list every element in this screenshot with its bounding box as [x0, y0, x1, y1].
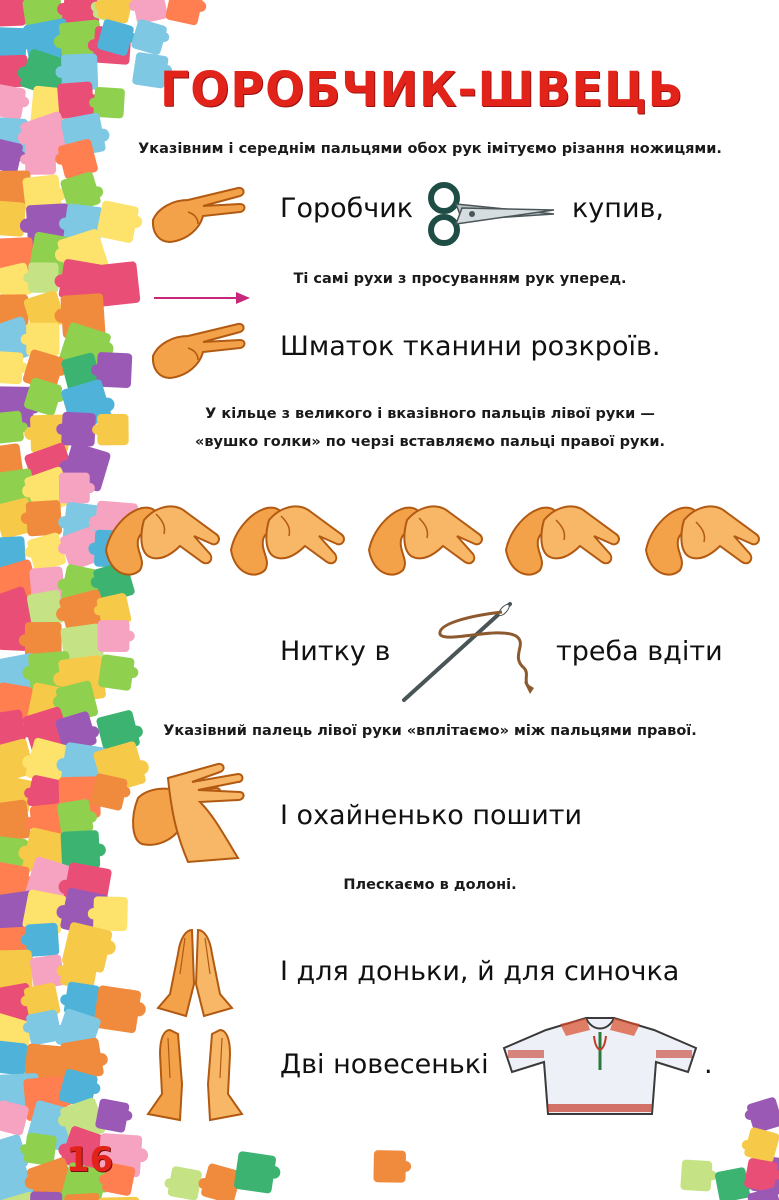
verse-5-line-1: І для доньки, й для синочка [280, 956, 680, 987]
verse-5-line-2-part-1: Дві новесенькі [280, 1049, 489, 1080]
verse-3-part-2: треба вдіти [556, 636, 723, 667]
verse-4: І охайненько пошити [280, 800, 583, 831]
instruction-5: Плескаємо в долоні. [343, 877, 517, 893]
interlaced-fingers-hands-icon [128, 758, 268, 868]
needle-icon [398, 596, 548, 706]
needle-eye-hands-icon [363, 490, 488, 582]
instruction-1: Указівним і середнім пальцями обох рук імітуємо різання ножицями. [138, 141, 722, 157]
verse-1-part-1: Горобчик [280, 193, 414, 224]
scissors-icon [426, 180, 561, 248]
needle-eye-hands-icon [225, 490, 350, 582]
instruction-3-line-1: У кільце з великого і вказівного пальців лівої руки — [205, 406, 655, 422]
clapping-palms-open-icon [140, 1024, 250, 1124]
verse-3-part-1: Нитку в [280, 636, 391, 667]
instruction-3-line-2: «вушко голки» по черзі вставляємо пальці правої руки. [194, 434, 666, 450]
hand-scissors-gesture-icon [148, 314, 248, 384]
embroidered-shirt-icon [500, 1010, 700, 1120]
needle-eye-hands-icon [100, 490, 225, 582]
page-title: ГОРОБЧИК-ШВЕЦЬ [160, 60, 684, 118]
hand-scissors-gesture-icon [148, 178, 248, 248]
verse-2: Шматок тканини розкроїв. [280, 331, 661, 362]
instruction-4: Указівний палець лівої руки «вплітаємо» між пальцями правої. [163, 723, 697, 739]
needle-eye-hands-icon [640, 490, 765, 582]
instruction-2: Ті самі рухи з просуванням рук уперед. [293, 271, 627, 287]
needle-eye-hands-icon [500, 490, 625, 582]
verse-1-part-2: купив, [572, 193, 664, 224]
page-number: 16 [66, 1140, 114, 1180]
forward-arrow-icon [152, 290, 252, 306]
verse-5-line-2-part-2: . [704, 1049, 713, 1080]
clapping-palms-closed-icon [150, 924, 240, 1020]
